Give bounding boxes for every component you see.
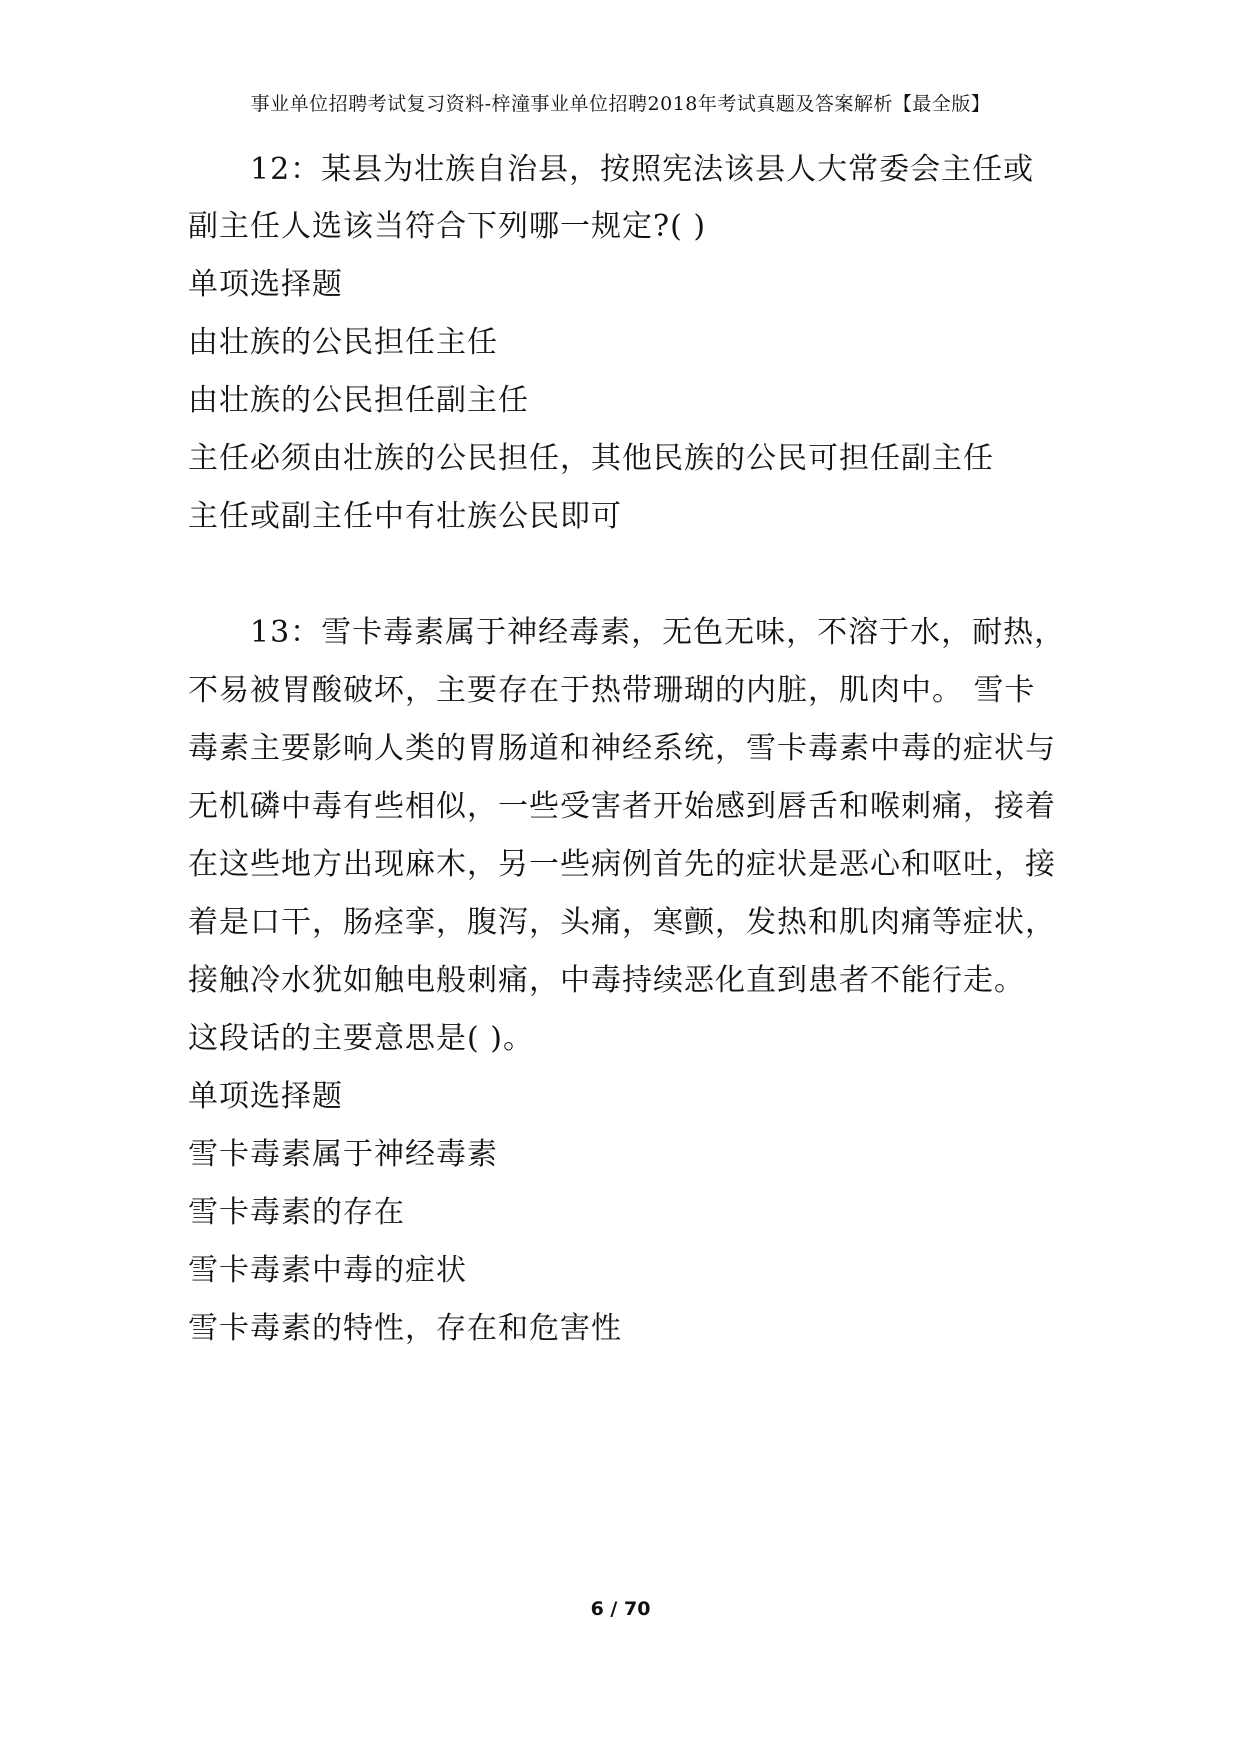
question-13-option-1: 雪卡毒素属于神经毒素	[188, 1137, 498, 1172]
question-13-stem-line-4: 无机磷中毒有些相似，一些受害者开始感到唇舌和喉刺痛，接着	[188, 789, 1056, 824]
question-13-stem-line-2: 不易被胃酸破坏，主要存在于热带珊瑚的内脏，肌肉中。 雪卡	[188, 673, 1036, 708]
question-12-stem-line-2: 副主任人选该当符合下列哪一规定?( )	[188, 209, 707, 244]
question-13-stem-line-8: 这段话的主要意思是( )。	[188, 1021, 534, 1056]
question-13-type: 单项选择题	[188, 1079, 343, 1114]
question-12-type: 单项选择题	[188, 267, 343, 302]
question-12-stem-line-1: 12：某县为壮族自治县，按照宪法该县人大常委会主任或	[250, 152, 1035, 187]
question-13-stem-line-6: 着是口干，肠痉挛，腹泻，头痛，寒颤，发热和肌肉痛等症状，	[188, 905, 1056, 940]
question-13-stem-line-5: 在这些地方出现麻木，另一些病例首先的症状是恶心和呕吐，接	[188, 847, 1056, 882]
question-13-stem-line-1: 13：雪卡毒素属于神经毒素，无色无味，不溶于水，耐热，	[250, 615, 1066, 650]
question-13-stem-line-3: 毒素主要影响人类的胃肠道和神经系统，雪卡毒素中毒的症状与	[188, 731, 1056, 766]
page-header-title: 事业单位招聘考试复习资料-梓潼事业单位招聘2018年考试真题及答案解析【最全版】	[250, 93, 991, 115]
question-13-option-4: 雪卡毒素的特性，存在和危害性	[188, 1311, 622, 1346]
question-12-option-3: 主任必须由壮族的公民担任，其他民族的公民可担任副主任	[188, 441, 994, 476]
question-12-option-1: 由壮族的公民担任主任	[188, 325, 498, 360]
question-12-option-2: 由壮族的公民担任副主任	[188, 383, 529, 418]
question-13-option-3: 雪卡毒素中毒的症状	[188, 1253, 467, 1288]
question-13-stem-line-7: 接触冷水犹如触电般刺痛，中毒持续恶化直到患者不能行走。	[188, 963, 1025, 998]
question-12-option-4: 主任或副主任中有壮族公民即可	[188, 499, 622, 534]
page-number: 6 / 70	[590, 1598, 651, 1620]
question-13-option-2: 雪卡毒素的存在	[188, 1195, 405, 1230]
